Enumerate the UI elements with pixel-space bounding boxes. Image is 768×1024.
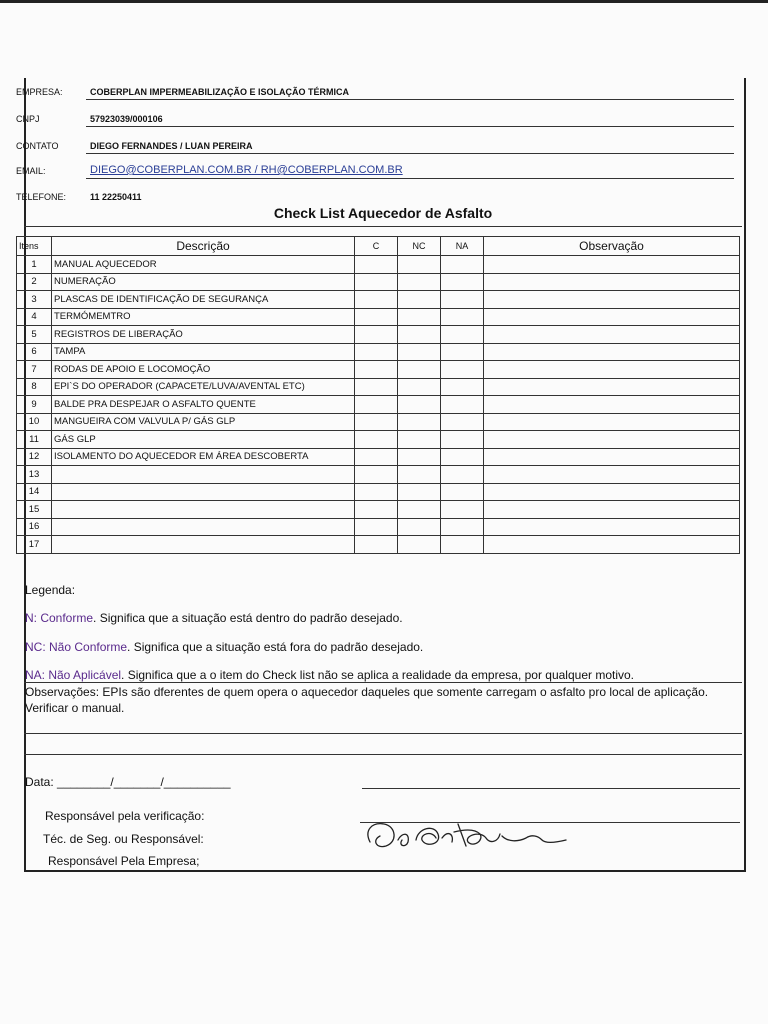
nao-aplicavel-cell[interactable] bbox=[441, 518, 484, 536]
item-description: NUMERAÇÃO bbox=[52, 273, 355, 291]
nao-aplicavel-cell[interactable] bbox=[441, 448, 484, 466]
item-number: 8 bbox=[17, 378, 52, 396]
observacao-cell[interactable] bbox=[484, 308, 740, 326]
nao-conforme-cell[interactable] bbox=[398, 291, 441, 309]
item-description bbox=[52, 501, 355, 519]
scan-top-edge bbox=[0, 0, 768, 3]
nao-aplicavel-cell[interactable] bbox=[441, 466, 484, 484]
telefone-label: TELEFONE: bbox=[16, 192, 67, 202]
nao-aplicavel-cell[interactable] bbox=[441, 326, 484, 344]
item-description: REGISTROS DE LIBERAÇÃO bbox=[52, 326, 355, 344]
legend-title: Legenda: bbox=[25, 583, 76, 597]
observacao-cell[interactable] bbox=[484, 326, 740, 344]
checklist-table bbox=[16, 236, 740, 554]
table-row bbox=[17, 308, 740, 326]
item-description: MANGUEIRA COM VALVULA P/ GÁS GLP bbox=[52, 413, 355, 431]
table-row bbox=[17, 326, 740, 344]
nao-conforme-cell[interactable] bbox=[398, 343, 441, 361]
table-row bbox=[17, 343, 740, 361]
responsavel-verificacao-label: Responsável pela verificação: bbox=[45, 809, 205, 823]
table-row bbox=[17, 431, 740, 449]
conforme-cell[interactable] bbox=[355, 501, 398, 519]
observacao-cell[interactable] bbox=[484, 396, 740, 414]
conforme-cell[interactable] bbox=[355, 448, 398, 466]
table-header-row bbox=[17, 237, 740, 256]
nao-aplicavel-cell[interactable] bbox=[441, 291, 484, 309]
observacao-cell[interactable] bbox=[484, 501, 740, 519]
item-description bbox=[52, 466, 355, 484]
item-number: 13 bbox=[17, 466, 52, 484]
legend-nao-aplicavel-term: NA: Não Aplicável bbox=[25, 668, 122, 682]
conforme-cell[interactable] bbox=[355, 273, 398, 291]
title-divider bbox=[24, 226, 742, 227]
item-description: TAMPA bbox=[52, 343, 355, 361]
contato-row bbox=[16, 130, 734, 154]
legend-nao-aplicavel-text: . Significa que a o item do Check list não se aplica a realidade da empresa, por qualquer motivo. bbox=[121, 668, 635, 682]
conforme-cell[interactable] bbox=[355, 396, 398, 414]
nao-aplicavel-cell[interactable] bbox=[441, 483, 484, 501]
observacao-cell[interactable] bbox=[484, 413, 740, 431]
table-row bbox=[17, 466, 740, 484]
contato-label: CONTATO bbox=[16, 141, 59, 151]
nao-aplicavel-cell[interactable] bbox=[441, 378, 484, 396]
observacoes-text: Observações: EPIs são dferentes de quem opera o aquecedor daqueles que somente carregam o asfalto pro local de aplicação. Verificar o manual. bbox=[25, 685, 709, 715]
observacao-cell[interactable] bbox=[484, 536, 740, 554]
conforme-cell[interactable] bbox=[355, 326, 398, 344]
item-description: PLASCAS DE IDENTIFICAÇÃO DE SEGURANÇA bbox=[52, 291, 355, 309]
empresa-row bbox=[16, 76, 734, 100]
email-label: EMAIL: bbox=[16, 166, 46, 176]
nao-aplicavel-cell[interactable] bbox=[441, 536, 484, 554]
nao-aplicavel-cell[interactable] bbox=[441, 501, 484, 519]
observacao-cell[interactable] bbox=[484, 256, 740, 274]
nao-conforme-cell[interactable] bbox=[398, 466, 441, 484]
item-number: 16 bbox=[17, 518, 52, 536]
item-number: 6 bbox=[17, 343, 52, 361]
conforme-cell[interactable] bbox=[355, 361, 398, 379]
conforme-cell[interactable] bbox=[355, 536, 398, 554]
table-row bbox=[17, 396, 740, 414]
item-description: MANUAL AQUECEDOR bbox=[52, 256, 355, 274]
conforme-cell[interactable] bbox=[355, 483, 398, 501]
item-number: 17 bbox=[17, 536, 52, 554]
col-observacao-header: Observação bbox=[484, 237, 740, 256]
checklist-title: Check List Aquecedor de Asfalto bbox=[273, 205, 493, 221]
conforme-cell[interactable] bbox=[355, 378, 398, 396]
nao-conforme-cell[interactable] bbox=[398, 256, 441, 274]
table-row bbox=[17, 483, 740, 501]
item-number: 14 bbox=[17, 483, 52, 501]
table-row bbox=[17, 448, 740, 466]
telefone-value: 11 22250411 bbox=[90, 192, 142, 202]
conforme-cell[interactable] bbox=[355, 518, 398, 536]
col-descricao-header: Descrição bbox=[52, 237, 355, 256]
conforme-cell[interactable] bbox=[355, 413, 398, 431]
email-row bbox=[16, 155, 734, 179]
nao-conforme-cell[interactable] bbox=[398, 483, 441, 501]
item-description: BALDE PRA DESPEJAR O ASFALTO QUENTE bbox=[52, 396, 355, 414]
observacao-cell[interactable] bbox=[484, 291, 740, 309]
item-description: ISOLAMENTO DO AQUECEDOR EM ÁREA DESCOBERTA bbox=[52, 448, 355, 466]
observacoes-extra-line bbox=[24, 754, 742, 755]
item-number: 10 bbox=[17, 413, 52, 431]
table-row bbox=[17, 501, 740, 519]
legend-conforme bbox=[25, 611, 403, 625]
cnpj-row bbox=[16, 103, 734, 127]
nao-conforme-cell[interactable] bbox=[398, 536, 441, 554]
telefone-row bbox=[16, 181, 734, 205]
legend-nao-conforme-term: NC: Não Conforme bbox=[25, 640, 128, 654]
email-value[interactable]: DIEGO@COBERPLAN.COM.BR / RH@COBERPLAN.COM.BR bbox=[90, 164, 403, 176]
contato-underline bbox=[86, 153, 734, 154]
nao-conforme-cell[interactable] bbox=[398, 273, 441, 291]
legend-conforme-text: . Significa que a situação está dentro do padrão desejado. bbox=[93, 611, 403, 625]
observacao-cell[interactable] bbox=[484, 361, 740, 379]
nao-conforme-cell[interactable] bbox=[398, 396, 441, 414]
nao-aplicavel-cell[interactable] bbox=[441, 396, 484, 414]
item-number: 12 bbox=[17, 448, 52, 466]
table-row bbox=[17, 378, 740, 396]
contato-value: DIEGO FERNANDES / LUAN PEREIRA bbox=[90, 141, 253, 151]
legend-nao-aplicavel bbox=[25, 668, 634, 682]
col-c-header: C bbox=[355, 237, 398, 256]
nao-aplicavel-cell[interactable] bbox=[441, 413, 484, 431]
item-number: 3 bbox=[17, 291, 52, 309]
nao-conforme-cell[interactable] bbox=[398, 361, 441, 379]
handwritten-signature bbox=[362, 812, 582, 857]
item-number: 11 bbox=[17, 431, 52, 449]
item-number: 7 bbox=[17, 361, 52, 379]
date-right-line bbox=[362, 788, 740, 789]
observacao-cell[interactable] bbox=[484, 273, 740, 291]
item-description bbox=[52, 483, 355, 501]
nao-conforme-cell[interactable] bbox=[398, 431, 441, 449]
observacao-cell[interactable] bbox=[484, 431, 740, 449]
nao-aplicavel-cell[interactable] bbox=[441, 273, 484, 291]
nao-conforme-cell[interactable] bbox=[398, 308, 441, 326]
conforme-cell[interactable] bbox=[355, 431, 398, 449]
item-number: 1 bbox=[17, 256, 52, 274]
nao-aplicavel-cell[interactable] bbox=[441, 256, 484, 274]
observacao-cell[interactable] bbox=[484, 448, 740, 466]
nao-conforme-cell[interactable] bbox=[398, 448, 441, 466]
observacao-cell[interactable] bbox=[484, 518, 740, 536]
date-blank[interactable]: ________/_______/__________ bbox=[53, 775, 231, 789]
item-description: EPI`S DO OPERADOR (CAPACETE/LUVA/AVENTAL ETC) bbox=[52, 378, 355, 396]
conforme-cell[interactable] bbox=[355, 466, 398, 484]
item-description: RODAS DE APOIO E LOCOMOÇÃO bbox=[52, 361, 355, 379]
cnpj-value: 57923039/000106 bbox=[90, 114, 163, 124]
conforme-cell[interactable] bbox=[355, 291, 398, 309]
table-row bbox=[17, 518, 740, 536]
observacao-cell[interactable] bbox=[484, 466, 740, 484]
item-number: 4 bbox=[17, 308, 52, 326]
conforme-cell[interactable] bbox=[355, 308, 398, 326]
item-number: 15 bbox=[17, 501, 52, 519]
table-row bbox=[17, 291, 740, 309]
nao-aplicavel-cell[interactable] bbox=[441, 431, 484, 449]
table-row bbox=[17, 536, 740, 554]
responsavel-empresa-label: Responsável Pela Empresa; bbox=[48, 854, 200, 868]
table-row bbox=[17, 273, 740, 291]
nao-conforme-cell[interactable] bbox=[398, 413, 441, 431]
empresa-label: EMPRESA: bbox=[16, 87, 63, 97]
empresa-underline bbox=[86, 99, 734, 100]
empresa-value: COBERPLAN IMPERMEABILIZAÇÃO E ISOLAÇÃO TÉRMICA bbox=[90, 87, 350, 97]
legend-nao-conforme bbox=[25, 640, 423, 654]
cnpj-underline bbox=[86, 126, 734, 127]
legend-nao-conforme-text: . Significa que a situação está fora do padrão desejado. bbox=[127, 640, 424, 654]
item-number: 2 bbox=[17, 273, 52, 291]
nao-conforme-cell[interactable] bbox=[398, 501, 441, 519]
conforme-cell[interactable] bbox=[355, 256, 398, 274]
col-nc-header: NC bbox=[398, 237, 441, 256]
item-number: 5 bbox=[17, 326, 52, 344]
item-number: 9 bbox=[17, 396, 52, 414]
observacao-cell[interactable] bbox=[484, 483, 740, 501]
col-na-header: NA bbox=[441, 237, 484, 256]
nao-conforme-cell[interactable] bbox=[398, 326, 441, 344]
nao-aplicavel-cell[interactable] bbox=[441, 343, 484, 361]
conforme-cell[interactable] bbox=[355, 343, 398, 361]
item-description bbox=[52, 518, 355, 536]
email-underline bbox=[86, 178, 734, 179]
date-label: Data: bbox=[25, 775, 54, 789]
item-description: TERMÓMEMTRO bbox=[52, 308, 355, 326]
observacao-cell[interactable] bbox=[484, 378, 740, 396]
table-row bbox=[17, 256, 740, 274]
date-field bbox=[25, 775, 231, 789]
legend-conforme-term: N: Conforme bbox=[25, 611, 94, 625]
nao-aplicavel-cell[interactable] bbox=[441, 308, 484, 326]
table-row bbox=[17, 361, 740, 379]
observacao-cell[interactable] bbox=[484, 343, 740, 361]
nao-conforme-cell[interactable] bbox=[398, 378, 441, 396]
item-description: GÁS GLP bbox=[52, 431, 355, 449]
nao-aplicavel-cell[interactable] bbox=[441, 361, 484, 379]
item-description bbox=[52, 536, 355, 554]
table-row bbox=[17, 413, 740, 431]
cnpj-label: CNPJ bbox=[16, 114, 40, 124]
nao-conforme-cell[interactable] bbox=[398, 518, 441, 536]
tec-seg-label: Téc. de Seg. ou Responsável: bbox=[43, 832, 204, 846]
col-itens-header: Itens bbox=[17, 237, 52, 256]
